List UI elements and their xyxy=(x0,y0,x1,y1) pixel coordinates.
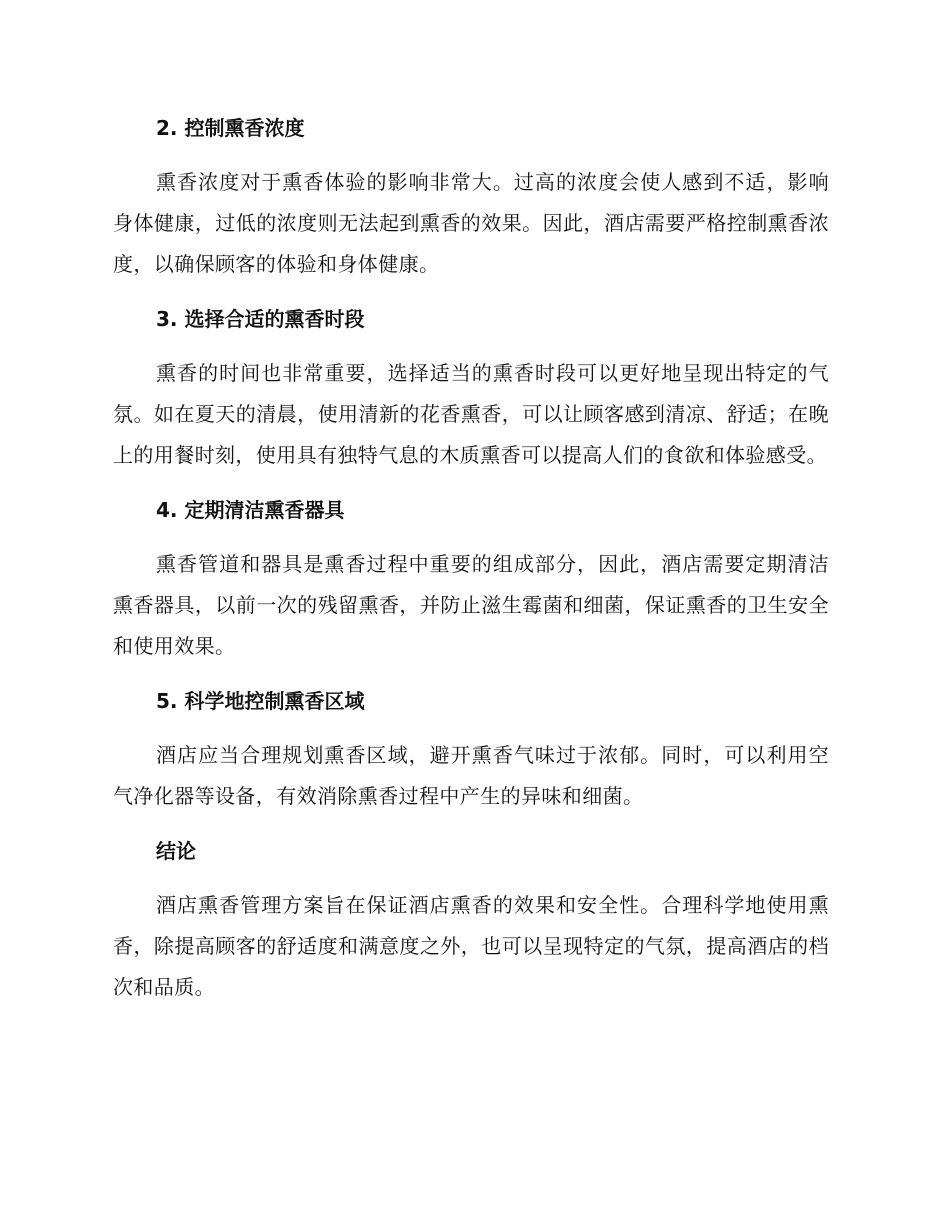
section-paragraph: 酒店应当合理规划熏香区域，避开熏香气味过于浓郁。同时，可以利用空气净化器等设备，有效消除熏香过程中产生的异味和细菌。 xyxy=(113,743,829,808)
section-paragraph: 熏香管道和器具是熏香过程中重要的组成部分，因此，酒店需要定期清洁熏香器具，以前一次的残留熏香，并防止滋生霉菌和细菌，保证熏香的卫生安全和使用效果。 xyxy=(113,552,829,658)
section-heading: 4. 定期清洁熏香器具 xyxy=(156,498,345,522)
section-heading: 5. 科学地控制熏香区域 xyxy=(156,689,365,713)
section-heading: 3. 选择合适的熏香时段 xyxy=(156,307,365,331)
section-paragraph: 熏香的时间也非常重要，选择适当的熏香时段可以更好地呈现出特定的气氛。如在夏天的清晨，使用清新的花香熏香，可以让顾客感到清凉、舒适；在晚上的用餐时刻，使用具有独特气息的木质熏香可以提高人们的食欲和体验感受。 xyxy=(113,361,829,467)
conclusion-heading: 结论 xyxy=(156,839,196,863)
section-heading: 2. 控制熏香浓度 xyxy=(156,116,305,140)
document-content xyxy=(113,108,829,1022)
section-paragraph: 熏香浓度对于熏香体验的影响非常大。过高的浓度会使人感到不适，影响身体健康，过低的浓度则无法起到熏香的效果。因此，酒店需要严格控制熏香浓度，以确保顾客的体验和身体健康。 xyxy=(113,170,829,276)
conclusion-paragraph: 酒店熏香管理方案旨在保证酒店熏香的效果和安全性。合理科学地使用熏香，除提高顾客的舒适度和满意度之外，也可以呈现特定的气氛，提高酒店的档次和品质。 xyxy=(113,893,829,999)
